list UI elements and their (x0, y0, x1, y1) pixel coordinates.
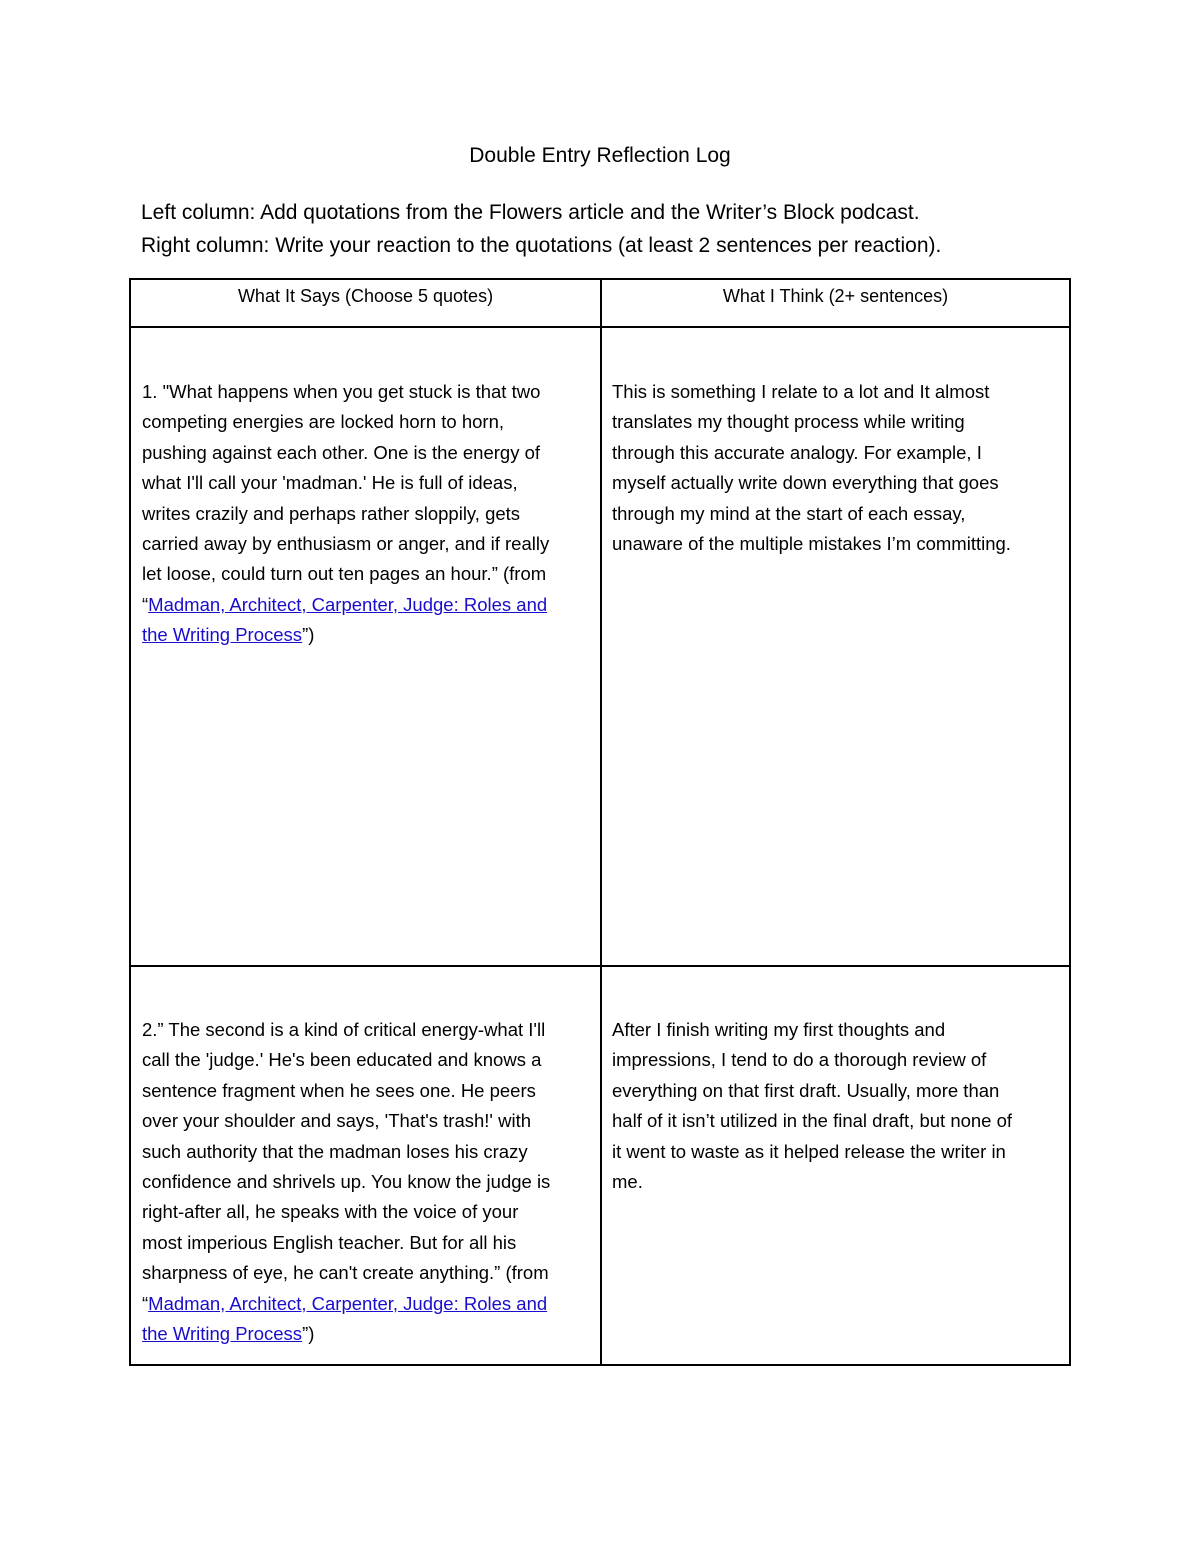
quote-line: call the 'judge.' He's been educated and knows a (142, 1049, 542, 1071)
quote-line: let loose, could turn out ten pages an hour.” (from (142, 563, 547, 585)
document-title: Double Entry Reflection Log (469, 144, 731, 167)
quote-line: what I'll call your 'madman.' He is full of ideas, (142, 472, 518, 494)
reaction-cell-2[interactable] (612, 1015, 1064, 1197)
quote-line: carried away by enthusiasm or anger, and if really (142, 533, 550, 555)
quote-line: writes crazily and perhaps rather sloppily, gets (142, 502, 521, 524)
reaction-line: through my mind at the start of each essay, (612, 502, 966, 524)
instruction-right-column: Right column: Write your reaction to the quotations (at least 2 sentences per reaction). (141, 234, 942, 257)
quote-line: 1. "What happens when you get stuck is that two (142, 381, 541, 402)
quote-line: over your shoulder and says, 'That's trash!' with (142, 1110, 531, 1132)
reaction-line: it went to waste as it helped release the writer in (612, 1140, 1006, 1162)
header-what-it-says: What It Says (Choose 5 quotes) (237, 286, 494, 306)
quote-line: competing energies are locked horn to horn, (142, 411, 504, 433)
reaction-line: After I finish writing my first thoughts and (612, 1019, 946, 1040)
source-link[interactable]: the Writing Process (142, 1323, 303, 1345)
reaction-line: unaware of the multiple mistakes I’m committing. (612, 533, 1011, 555)
source-link[interactable]: the Writing Process (142, 624, 303, 646)
quote-line: right-after all, he speaks with the voice of your (142, 1201, 519, 1223)
source-link[interactable]: Madman, Architect, Carpenter, Judge: Roles and (148, 593, 548, 615)
row-divider (131, 965, 1069, 967)
source-link[interactable]: Madman, Architect, Carpenter, Judge: Roles and (148, 1292, 548, 1314)
quote-line: sharpness of eye, he can't create anything.” (from (142, 1262, 549, 1284)
column-divider (600, 280, 602, 1364)
quote-line: confidence and shrivels up. You know the judge is (142, 1171, 551, 1193)
header-row-divider (131, 326, 1069, 328)
source-citation-line (142, 620, 594, 650)
reaction-line: half of it isn’t utilized in the final draft, but none of (612, 1110, 1013, 1132)
reaction-line: This is something I relate to a lot and It almost (612, 381, 990, 402)
reaction-line: myself actually write down everything that goes (612, 472, 999, 494)
source-close-quote: ”) (302, 624, 315, 646)
reflection-log-table (129, 278, 1071, 1366)
reaction-line: everything on that first draft. Usually, more than (612, 1079, 1000, 1101)
reaction-line: me. (612, 1171, 643, 1193)
source-open-quote: “ (142, 593, 149, 615)
reaction-line: through this accurate analogy. For example, I (612, 441, 982, 463)
quote-cell-1[interactable] (142, 377, 594, 651)
quote-line: pushing against each other. One is the energy of (142, 441, 541, 463)
source-open-quote: “ (142, 1292, 149, 1314)
instruction-left-column: Left column: Add quotations from the Flowers article and the Writer’s Block podcast. (141, 201, 920, 224)
source-citation-line (142, 1319, 594, 1349)
reaction-cell-1[interactable] (612, 377, 1064, 559)
quote-line: 2.” The second is a kind of critical energy-what I'll (142, 1019, 546, 1040)
source-citation-line (142, 1289, 594, 1319)
header-what-i-think: What I Think (2+ sentences) (722, 286, 949, 306)
source-citation-line (142, 590, 594, 620)
reaction-line: impressions, I tend to do a thorough review of (612, 1049, 987, 1071)
quote-line: such authority that the madman loses his crazy (142, 1140, 528, 1162)
instructions (141, 196, 1081, 262)
source-close-quote: ”) (302, 1323, 315, 1345)
quote-line: sentence fragment when he sees one. He peers (142, 1079, 536, 1101)
reaction-line: translates my thought process while writing (612, 411, 965, 433)
quote-cell-2[interactable] (142, 1015, 594, 1349)
quote-line: most imperious English teacher. But for all his (142, 1231, 517, 1253)
